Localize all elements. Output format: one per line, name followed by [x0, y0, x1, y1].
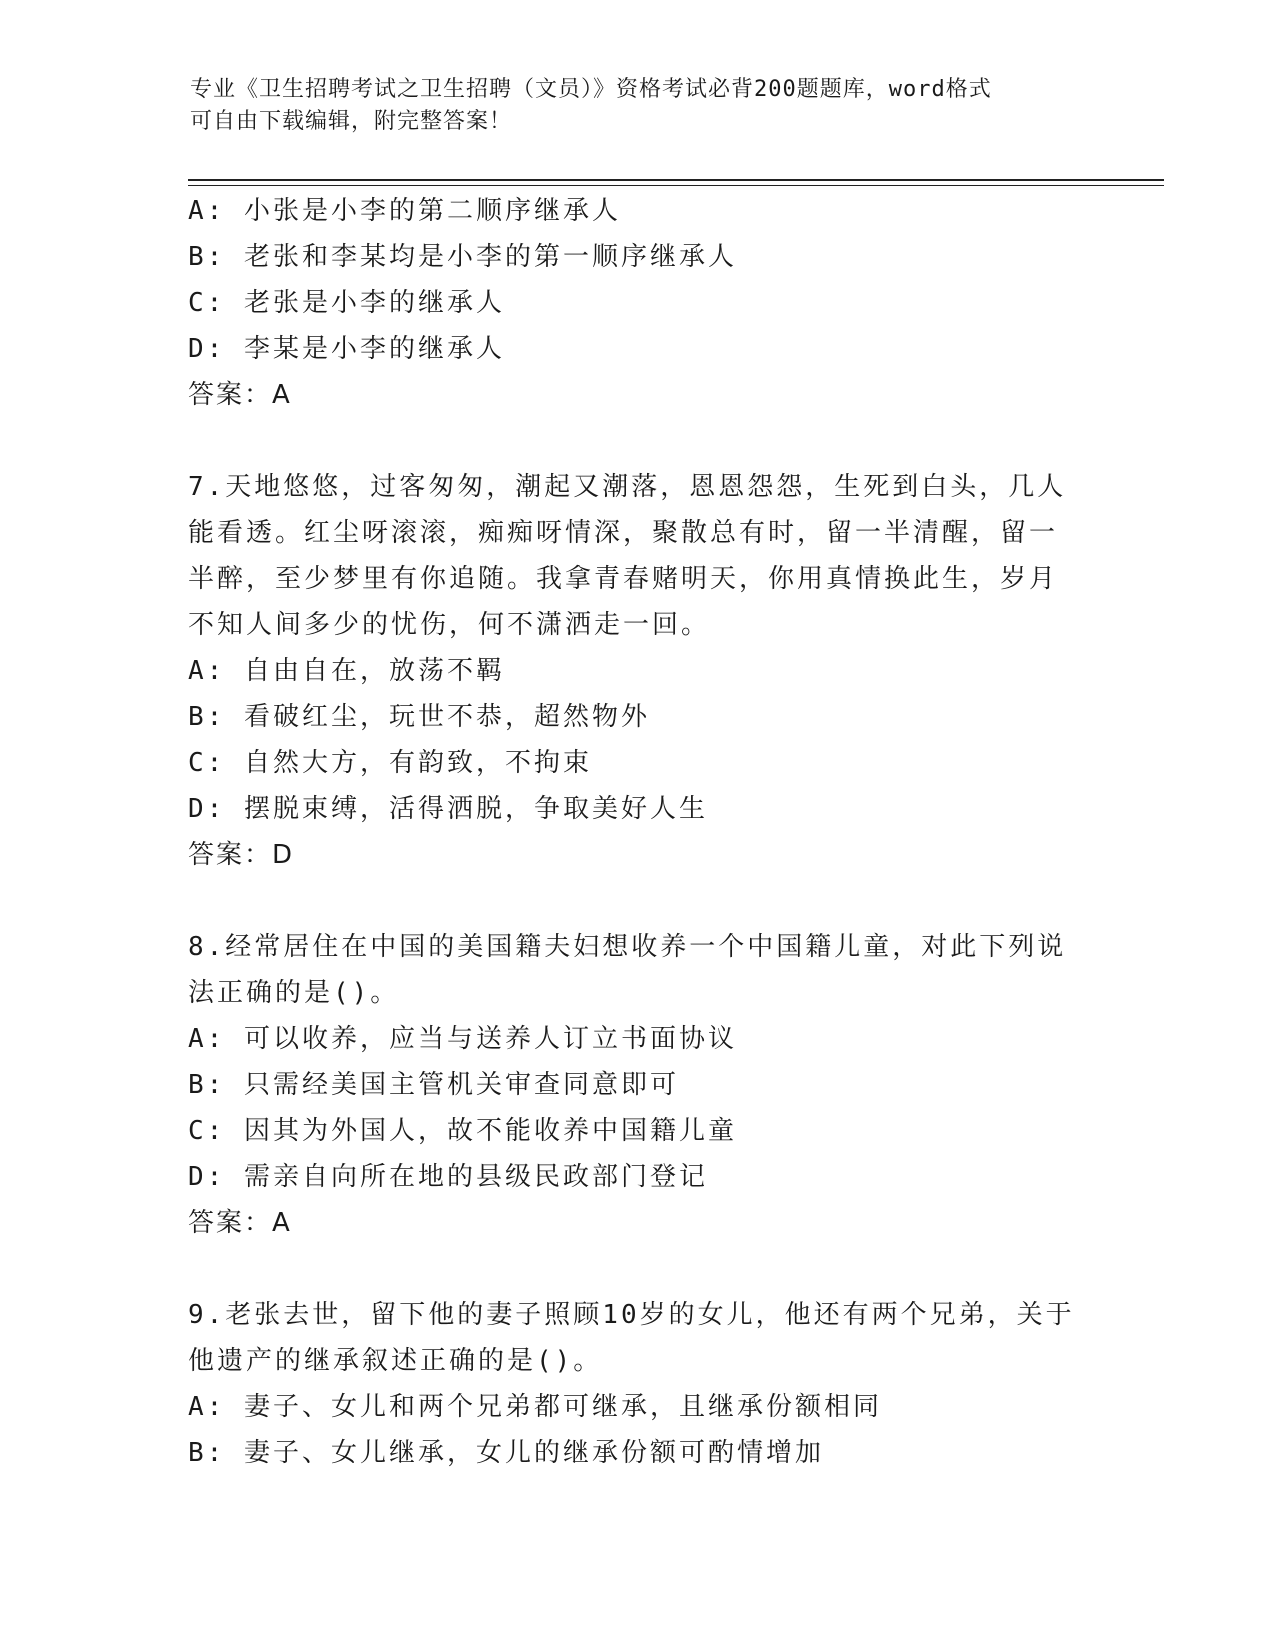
option-a: A: 小张是小李的第二顺序继承人	[188, 196, 621, 226]
question-7	[188, 464, 1088, 878]
option-d: D: 李某是小李的继承人	[188, 334, 505, 364]
spacer	[188, 1246, 1088, 1292]
question-stem-line: 8.经常居住在中国的美国籍夫妇想收养一个中国籍儿童，对此下列说	[188, 932, 1067, 962]
option-a: A: 可以收养，应当与送养人订立书面协议	[188, 1024, 737, 1054]
answer: 答案：D	[188, 840, 295, 870]
option-c: C: 老张是小李的继承人	[188, 288, 505, 318]
option-d: D: 摆脱束缚，活得洒脱，争取美好人生	[188, 794, 708, 824]
option-a: A: 妻子、女儿和两个兄弟都可继承，且继承份额相同	[188, 1392, 882, 1422]
question-stem-line: 不知人间多少的忧伤，何不潇洒走一回。	[188, 610, 711, 640]
spacer	[188, 878, 1088, 924]
question-stem-line: 能看透。红尘呀滚滚，痴痴呀情深，聚散总有时，留一半清醒，留一	[188, 518, 1059, 548]
question-8	[188, 924, 1088, 1246]
option-a: A: 自由自在，放荡不羁	[188, 656, 505, 686]
option-d: D: 需亲自向所在地的县级民政部门登记	[188, 1162, 708, 1192]
question-stem-line: 9.老张去世，留下他的妻子照顾10岁的女儿，他还有两个兄弟，关于	[188, 1300, 1075, 1330]
header-divider-thin	[188, 185, 1164, 186]
question-stem-line: 法正确的是()。	[188, 978, 400, 1008]
header-divider-thick	[188, 179, 1164, 181]
option-c: C: 因其为外国人，故不能收养中国籍儿童	[188, 1116, 737, 1146]
option-c: C: 自然大方，有韵致，不拘束	[188, 748, 592, 778]
question-stem-line: 半醉，至少梦里有你追随。我拿青春赌明天，你用真情换此生，岁月	[188, 564, 1059, 594]
question-9	[188, 1292, 1088, 1476]
spacer	[188, 418, 1088, 464]
header-line-2: 可自由下载编辑，附完整答案！	[190, 109, 513, 134]
answer: 答案：A	[188, 1208, 292, 1238]
question-6	[188, 188, 1088, 418]
option-b: B: 看破红尘，玩世不恭，超然物外	[188, 702, 650, 732]
option-b: B: 妻子、女儿继承，女儿的继承份额可酌情增加	[188, 1438, 824, 1468]
document-header	[190, 74, 1070, 138]
document-body	[188, 188, 1088, 1476]
question-stem-line: 他遗产的继承叙述正确的是()。	[188, 1346, 603, 1376]
option-b: B: 老张和李某均是小李的第一顺序继承人	[188, 242, 737, 272]
question-stem-line: 7.天地悠悠，过客匆匆，潮起又潮落，恩恩怨怨，生死到白头，几人	[188, 472, 1067, 502]
header-line-1: 专业《卫生招聘考试之卫生招聘（文员）》资格考试必背200题题库，word格式	[190, 77, 992, 102]
answer: 答案：A	[188, 380, 292, 410]
option-b: B: 只需经美国主管机关审查同意即可	[188, 1070, 679, 1100]
